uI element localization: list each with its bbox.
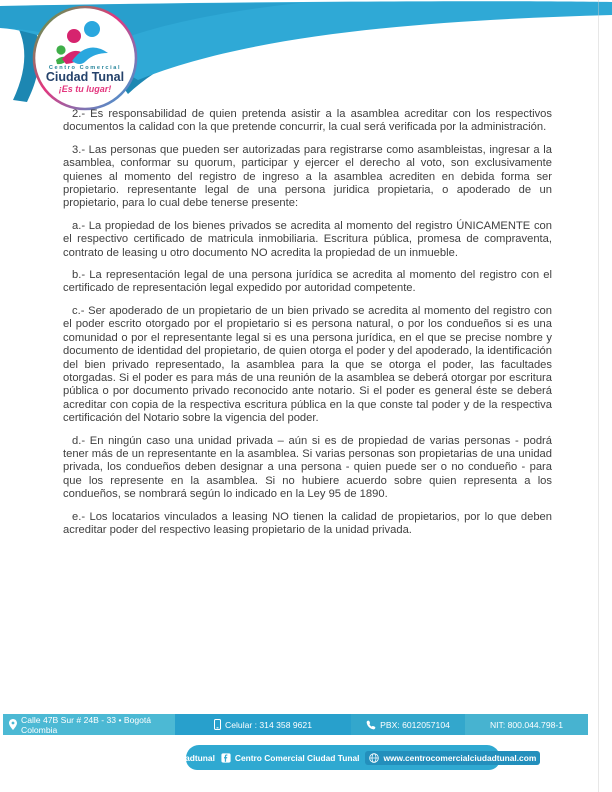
- footer-celular-text: Celular : 314 358 9621: [225, 719, 312, 730]
- logo-line2: Ciudad Tunal: [45, 70, 125, 84]
- paragraph-3: 3.- Las personas que pueden ser autorizadas para registrarse como asambleistas, ingresar a la asamblea, conformar su quorum, participar y ejercer el derecho al voto, son exclusivamente quienes al momento del registro de ingreso a la asamblea acrediten en debida forma ser propietario. representante legal de una persona juridica propietaria, o apoderado de un propietario, para lo cual debe tenerse presente:: [63, 143, 552, 210]
- instagram-item: [146, 753, 215, 763]
- footer-pbx-text: PBX: 6012057104: [380, 719, 450, 730]
- paragraph-b: b.- La representación legal de una persona jurídica se acredita al momento del registro con el certificado de representación legal expedido por autoridad competente.: [63, 269, 552, 295]
- footer-address-segment: [3, 714, 175, 735]
- logo-line1: Centro Comercial: [48, 65, 122, 71]
- paragraph-c: c.- Ser apoderado de un propietario de un bien privado se acredita al momento del registro con el poder escrito otorgado por el propietario si es persona natural, o por los condueños si es una comunidad o por el representante legal si es una persona jurídica, en el que se precise nombre y documento de identidad del propietario, de quien otorga el poder y del apoderado, la identificación del bien privado representado, la asamblea para la que se otorga el poder, las facultades otorgadas. Si el poder es para más de una reunión de la asamblea se deberá otorgar por escritura pública o por documento privado reconocido ante notario. Si el poder es general éste se deberá acreditar con copia de la respectiva escritura pública en la que conste tal poder y de la respectiva certificación del Notario sobre la vigencia del poder.: [63, 304, 552, 425]
- logo-tagline: ¡Es tu lugar!: [58, 84, 112, 94]
- mobile-phone-icon: [214, 719, 221, 730]
- website-url: www.centrocomercialciudadtunal.com: [383, 752, 537, 763]
- globe-icon: [369, 753, 379, 763]
- footer-address-text: Calle 47B Sur # 24B - 33 • Bogotá Colombia: [21, 714, 152, 735]
- footer-contact-bar: [3, 714, 588, 735]
- paragraph-d: d.- En ningún caso una unidad privada – aún si es de propiedad de varias personas - podrá tener más de un representante en la asamblea. Si varias personas son propietarias de una unidad privada, los condueños deben designar a una persona - quien puede ser o no condueño - para que los represente en la asamblea. Si no hubiere acuerdo sobre quien representa a los condueños, se nombrará según lo indicado en la Ley 95 de 1890.: [63, 434, 552, 501]
- instagram-handle: @ciudadtunal: [159, 752, 215, 763]
- footer-nit-segment: [465, 714, 588, 735]
- location-pin-icon: [9, 719, 17, 730]
- facebook-item: [221, 753, 360, 763]
- website-item: [365, 751, 540, 765]
- facebook-icon: [221, 753, 231, 763]
- document-body: [63, 108, 552, 546]
- paragraph-2: 2.- Es responsabilidad de quien pretenda asistir a la asamblea acreditar con los respectivos documentos la calidad con la que pretende concurrir, la cual será verificada por la administración.: [63, 108, 552, 134]
- footer-social-bar: [159, 745, 537, 770]
- scan-edge-artifact: [598, 0, 599, 792]
- footer-pbx-segment: [351, 714, 465, 735]
- facebook-name: Centro Comercial Ciudad Tunal: [234, 752, 360, 763]
- company-logo: [30, 3, 140, 113]
- paragraph-a: a.- La propiedad de los bienes privados se acredita al momento del registro ÚNICAMENTE con el respectivo certificado de matricula inmobiliaria. Escritura pública, promesa de compraventa, contrato de leasing u otro documento NO acredita la propiedad de un inmueble.: [63, 219, 552, 259]
- instagram-icon: [146, 753, 156, 763]
- footer-celular-segment: [175, 714, 351, 735]
- paragraph-e: e.- Los locatarios vinculados a leasing NO tienen la calidad de propietarios, por lo que deben acreditar poder del respectivo leasing propietario de la unidad privada.: [63, 510, 552, 536]
- phone-handset-icon: [366, 720, 376, 730]
- footer-nit-text: NIT: 800.044.798-1: [489, 719, 564, 730]
